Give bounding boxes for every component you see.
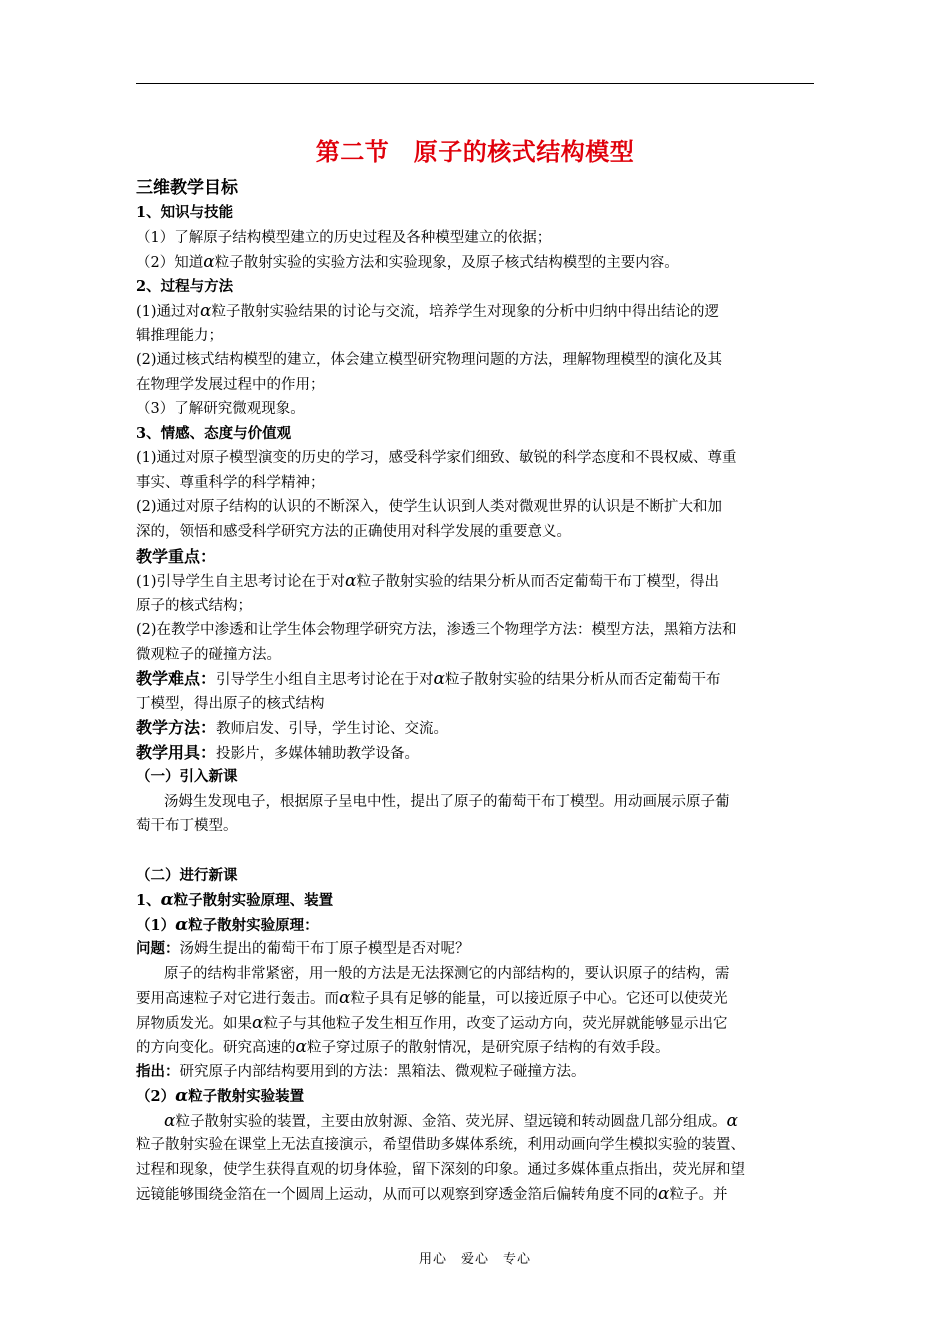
difficulty-line: 教学难点：引导学生小组自主思考讨论在于对α粒子散射实验的结果分析从而否定葡萄干布	[136, 669, 721, 689]
text-line: 事实、尊重科学的科学精神；	[136, 474, 325, 491]
sub-heading: （2）α粒子散射实验装置	[136, 1086, 305, 1106]
text-line: (2)通过核式结构模型的建立，体会建立模型研究物理问题的方法，理解物理模型的演化及其	[136, 352, 723, 368]
text-line: 汤姆生发现电子，根据原子呈电中性，提出了原子的葡萄干布丁模型。用动画展示原子葡	[164, 793, 730, 810]
section-heading: 1、α粒子散射实验原理、装置	[136, 890, 334, 910]
goals-heading: 三维教学目标	[136, 178, 238, 198]
page-title: 第二节 原子的核式结构模型	[315, 137, 635, 166]
tools-line: 教学用具：投影片，多媒体辅助教学设备。	[136, 742, 420, 762]
text-line: (2)在教学中渗透和让学生体会物理学研究方法，渗透三个物理学方法：模型方法，黑箱方法和	[136, 622, 737, 638]
text-line: 原子的核式结构；	[136, 597, 252, 614]
text-line: （2）知道α粒子散射实验的实验方法和实验现象，及原子核式结构模型的主要内容。	[136, 252, 679, 272]
text-line: （3）了解研究微观现象。	[136, 401, 305, 417]
text-line: 原子的结构非常紧密，用一般的方法是无法探测它的内部结构的，要认识原子的结构，需	[164, 965, 730, 982]
alpha-symbol: α	[658, 1184, 670, 1204]
text-line: 辑推理能力；	[136, 327, 223, 344]
text-line: (1)通过对原子模型演变的历史的学习，感受科学家们细致、敏锐的科学态度和不畏权威、尊重	[136, 450, 737, 466]
document-body	[136, 175, 816, 1207]
sub-heading: （1）α粒子散射实验原理：	[136, 914, 319, 935]
text-line: (1)通过对α粒子散射实验结果的讨论与交流，培养学生对现象的分析中归纳中得出结论的逻	[136, 301, 720, 321]
key-points-heading: 教学重点：	[136, 547, 217, 566]
note-line: 指出：研究原子内部结构要用到的方法：黑箱法、微观粒子碰撞方法。	[136, 1062, 586, 1080]
text-line: （1）了解原子结构模型建立的历史过程及各种模型建立的依据；	[136, 229, 552, 246]
alpha-symbol: α	[175, 914, 189, 935]
text-line: 的方向变化。研究高速的α粒子穿过原子的散射情况，是研究原子结构的有效手段。	[136, 1037, 670, 1057]
text-line: α粒子散射实验的装置，主要由放射源、金箔、荧光屏、望远镜和转动圆盘几部分组成。α	[164, 1110, 738, 1131]
intro-heading: （一）引入新课	[136, 768, 238, 785]
alpha-symbol: α	[252, 1012, 264, 1033]
header-rule	[136, 83, 814, 84]
text-line: 在物理学发展过程中的作用；	[136, 376, 325, 393]
alpha-symbol: α	[175, 1086, 189, 1106]
page-footer: 用心 爱心 专心	[418, 1252, 531, 1267]
text-line: 萄干布丁模型。	[136, 818, 238, 834]
alpha-symbol: α	[200, 301, 212, 321]
text-line: (2)通过对原子结构的认识的不断深入，使学生认识到人类对微观世界的认识是不断扩大和加	[136, 499, 723, 515]
alpha-symbol: α	[726, 1110, 738, 1131]
text-line: 微观粒子的碰撞方法。	[136, 646, 281, 663]
alpha-symbol: α	[164, 1110, 176, 1131]
section-heading: 1、知识与技能	[136, 204, 234, 221]
alpha-symbol: α	[345, 571, 357, 591]
alpha-symbol: α	[295, 1037, 307, 1057]
text-line: 深的，领悟和感受科学研究方法的正确使用对科学发展的重要意义。	[136, 523, 571, 540]
text-line: (1)引导学生自主思考讨论在于对α粒子散射实验的结果分析从而否定葡萄干布丁模型，得出	[136, 571, 720, 591]
text-line: 粒子散射实验在课堂上无法直接演示，希望借助多媒体系统，利用动画向学生模拟实验的装置、	[136, 1137, 745, 1153]
alpha-symbol: α	[203, 252, 215, 272]
text-line: 屏物质发光。如果α粒子与其他粒子发生相互作用，改变了运动方向，荧光屏就能够显示出它	[136, 1012, 728, 1033]
question-line: 问题：汤姆生提出的葡萄干布丁原子模型是否对呢？	[136, 940, 470, 957]
new-lesson-heading: （二）进行新课	[136, 866, 238, 884]
text-line: 远镜能够围绕金箔在一个圆周上运动，从而可以观察到穿透金箔后偏转角度不同的α粒子。并	[136, 1184, 728, 1204]
section-heading: 2、过程与方法	[136, 277, 234, 295]
alpha-symbol: α	[433, 669, 445, 689]
alpha-symbol: α	[339, 988, 351, 1008]
text-line: 过程和现象，使学生获得直观的切身体验，留下深刻的印象。通过多媒体重点指出，荧光屏和望	[136, 1161, 745, 1178]
alpha-symbol: α	[160, 890, 174, 910]
method-line: 教学方法：教师启发、引导，学生讨论、交流。	[136, 718, 449, 737]
section-heading: 3、情感、态度与价值观	[136, 424, 292, 442]
text-line: 丁模型，得出原子的核式结构	[136, 695, 325, 712]
text-line: 要用高速粒子对它进行轰击。而α粒子具有足够的能量，可以接近原子中心。它还可以使荧光	[136, 988, 728, 1008]
